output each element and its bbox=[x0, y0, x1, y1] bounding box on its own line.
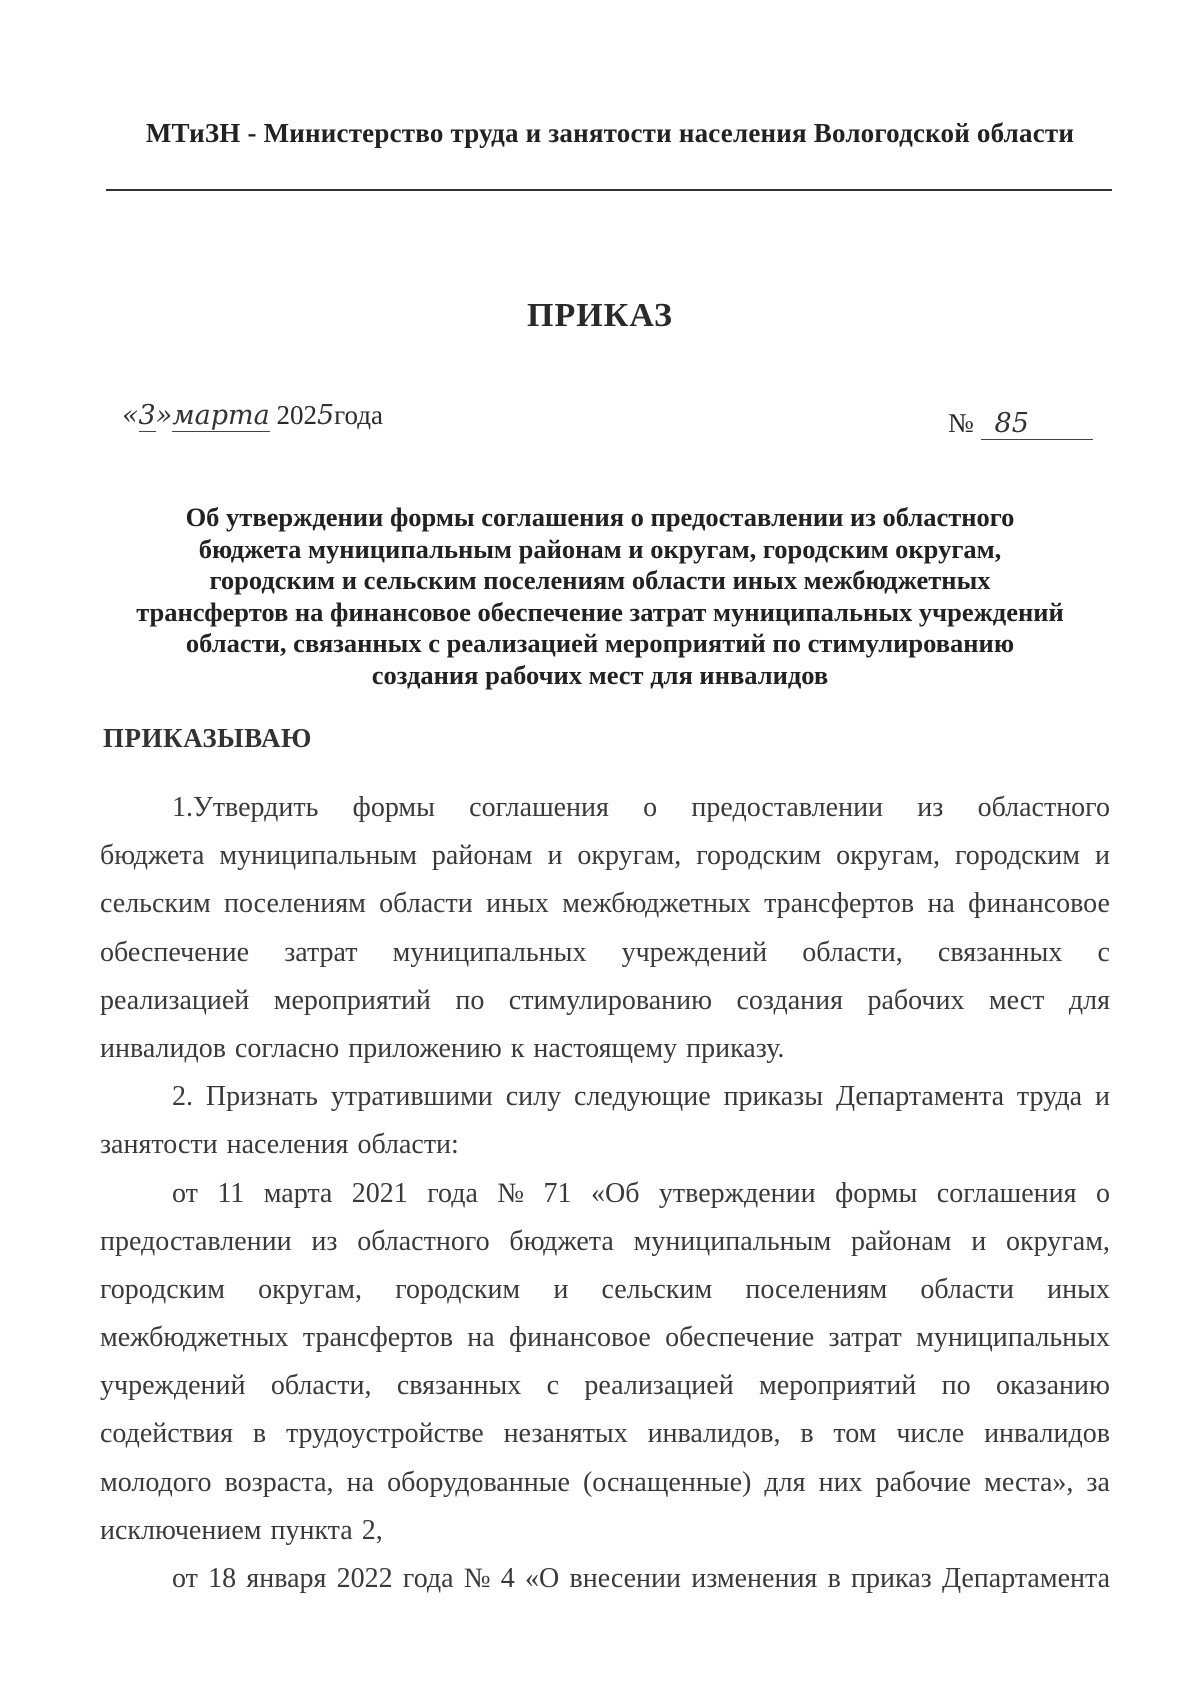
body-word: бюджета bbox=[100, 840, 205, 872]
body-word: и bbox=[1094, 840, 1110, 872]
body-word: муниципальных bbox=[916, 1322, 1110, 1354]
body-word: оказанию bbox=[995, 1370, 1110, 1402]
body-word: учреждений bbox=[100, 1370, 246, 1402]
body-word: Признать bbox=[205, 1081, 318, 1113]
body-word: и bbox=[1094, 1081, 1110, 1113]
body-word: трудоустройстве bbox=[285, 1418, 484, 1450]
body-word: от bbox=[172, 1563, 198, 1594]
title-line: области, связанных с реализацией мероприятий по стимулированию bbox=[185, 628, 1015, 659]
date-year-handwritten: 5 bbox=[316, 400, 335, 431]
body-word: 4 bbox=[500, 1563, 515, 1594]
body-word: округам, bbox=[577, 840, 682, 872]
body-word: года bbox=[402, 1563, 454, 1594]
body-word: предоставлении bbox=[100, 1225, 292, 1257]
body-word: Департамента bbox=[835, 1081, 1004, 1113]
body-word: и bbox=[547, 840, 563, 872]
body-line bbox=[100, 784, 1110, 832]
body-word: от bbox=[172, 1177, 198, 1209]
body-word: приложению bbox=[348, 1032, 502, 1064]
body-line bbox=[100, 1362, 1110, 1410]
body-word: мероприятий bbox=[273, 984, 431, 1016]
title-line: Об утверждении формы соглашения о предоставлении из областного bbox=[185, 502, 1015, 532]
date-suffix: года bbox=[334, 400, 384, 430]
body-word: поселениям bbox=[745, 1273, 888, 1305]
body-word: числе bbox=[896, 1418, 965, 1450]
body-line bbox=[100, 832, 1110, 880]
body-word: настоящему bbox=[533, 1032, 678, 1064]
body-word: приказы bbox=[723, 1081, 824, 1113]
body-line bbox=[100, 1410, 1110, 1458]
body-word: 2022 bbox=[336, 1563, 393, 1594]
document-title bbox=[100, 502, 1100, 692]
body-word: приказ bbox=[851, 1563, 932, 1594]
body-word: о bbox=[643, 792, 658, 823]
body-word: «Об bbox=[590, 1177, 640, 1209]
date-close-quote: » bbox=[155, 400, 173, 431]
number-value: 85 bbox=[981, 408, 1093, 440]
body-word: оборудованные bbox=[387, 1466, 570, 1498]
document-body bbox=[100, 784, 1110, 1603]
body-word: внесении bbox=[569, 1563, 681, 1594]
body-word: округам, bbox=[258, 1273, 363, 1305]
title-line: бюджета муниципальным районам и округам, городским округам, bbox=[198, 533, 1002, 564]
body-word: для bbox=[764, 1466, 806, 1498]
body-word: муниципальным bbox=[219, 840, 417, 872]
body-word: о bbox=[1095, 1177, 1110, 1209]
date-year-printed: 202 bbox=[276, 400, 317, 430]
body-word: на bbox=[927, 888, 955, 920]
body-word: районам bbox=[850, 1225, 952, 1257]
body-word: сельским bbox=[601, 1273, 713, 1305]
body-word: городским bbox=[955, 840, 1080, 872]
body-word: обеспечение bbox=[100, 936, 250, 968]
body-word: рабочих bbox=[867, 984, 965, 1016]
order-directive: ПРИКАЗЫВАЮ bbox=[103, 723, 312, 753]
body-word: областного bbox=[357, 1225, 490, 1257]
body-word: городским bbox=[696, 840, 822, 872]
title-line: создания рабочих мест для инвалидов bbox=[371, 659, 829, 690]
body-word: трансфертов bbox=[302, 1322, 453, 1354]
body-word: городским bbox=[395, 1273, 521, 1305]
body-word: 71 bbox=[543, 1177, 572, 1209]
body-word: формы bbox=[835, 1177, 918, 1209]
document-number bbox=[948, 408, 1093, 440]
body-word: иных bbox=[1047, 1273, 1110, 1305]
body-word: учреждений bbox=[621, 936, 768, 968]
body-word: инвалидов bbox=[984, 1418, 1110, 1450]
body-word: (оснащенные) bbox=[582, 1466, 752, 1498]
header-divider bbox=[106, 189, 1112, 191]
body-word: городским bbox=[100, 1273, 225, 1305]
body-word: № bbox=[497, 1177, 525, 1209]
body-line bbox=[100, 1555, 1110, 1603]
body-word: приказу. bbox=[686, 1032, 785, 1064]
body-word: связанных bbox=[396, 1370, 522, 1402]
body-word: межбюджетных bbox=[100, 1322, 289, 1354]
body-word: области bbox=[920, 1273, 1014, 1305]
document-type: ПРИКАЗ bbox=[527, 297, 673, 334]
body-word: марта bbox=[263, 1177, 333, 1209]
body-word: создания bbox=[736, 984, 843, 1016]
body-word: рабочие bbox=[875, 1466, 972, 1498]
body-word: 1.Утвердить bbox=[172, 792, 319, 823]
body-word: Департамента bbox=[941, 1563, 1110, 1594]
number-sign: № bbox=[948, 408, 974, 438]
body-word: формы bbox=[352, 792, 435, 823]
body-word: соглашения bbox=[469, 792, 609, 823]
body-word: содействия bbox=[100, 1418, 234, 1450]
body-word: финансовое bbox=[509, 1322, 651, 1354]
body-word: 2, bbox=[361, 1514, 383, 1546]
body-word: пункта bbox=[270, 1514, 353, 1546]
body-word: мест bbox=[988, 984, 1045, 1016]
date-month: марта bbox=[172, 400, 270, 431]
body-word: «О bbox=[525, 1563, 560, 1594]
body-word: округам, bbox=[836, 840, 941, 872]
body-word: в bbox=[800, 1418, 814, 1450]
body-line bbox=[100, 880, 1110, 928]
body-word: по bbox=[455, 984, 485, 1016]
body-word: в bbox=[827, 1563, 841, 1594]
body-word: силу bbox=[505, 1081, 562, 1113]
body-word: на bbox=[467, 1322, 495, 1354]
body-word: по bbox=[941, 1370, 971, 1402]
body-word: на bbox=[346, 1466, 375, 1498]
body-word: молодого bbox=[100, 1466, 212, 1498]
body-line bbox=[100, 977, 1110, 1025]
body-word: следующие bbox=[574, 1081, 711, 1113]
body-word: 2. bbox=[172, 1081, 193, 1113]
body-word: населения bbox=[226, 1129, 349, 1161]
ministry-header: МТиЗН - Министерство труда и занятости населения Вологодской области bbox=[145, 118, 1075, 148]
body-word: 18 bbox=[208, 1563, 237, 1594]
body-word: бюджета bbox=[509, 1225, 614, 1257]
body-word: связанных bbox=[937, 936, 1063, 968]
body-word: занятости bbox=[100, 1129, 218, 1161]
body-word: для bbox=[1068, 984, 1110, 1016]
body-word: возраста, bbox=[224, 1466, 334, 1498]
body-word: предоставлении bbox=[691, 792, 884, 823]
body-word: утверждении bbox=[658, 1177, 816, 1209]
body-word: незанятых bbox=[503, 1418, 628, 1450]
body-word: муниципальным bbox=[633, 1225, 832, 1257]
body-word: в bbox=[252, 1418, 267, 1450]
body-word: реализацией bbox=[100, 984, 250, 1016]
date-day: 3 bbox=[138, 400, 156, 431]
body-word: с bbox=[546, 1370, 560, 1402]
body-word: 11 bbox=[217, 1177, 245, 1209]
body-word: и bbox=[553, 1273, 569, 1305]
body-line bbox=[100, 1073, 1110, 1121]
body-word: из bbox=[917, 792, 944, 823]
body-word: муниципальных bbox=[392, 936, 587, 968]
body-word: затрат bbox=[284, 936, 358, 968]
body-word: межбюджетных bbox=[562, 888, 751, 920]
body-word: места», bbox=[984, 1466, 1074, 1498]
document-date bbox=[122, 400, 383, 431]
body-word: с bbox=[1097, 936, 1110, 968]
body-word: финансовое bbox=[968, 888, 1110, 920]
body-line bbox=[100, 929, 1110, 977]
body-word: области: bbox=[357, 1129, 459, 1161]
body-word: соглашения bbox=[936, 1177, 1077, 1209]
body-word: утратившими bbox=[330, 1081, 493, 1113]
body-word: реализацией bbox=[584, 1370, 734, 1402]
body-word: областного bbox=[977, 792, 1110, 823]
date-open-quote: « bbox=[122, 400, 139, 431]
body-line bbox=[100, 1314, 1110, 1362]
body-word: том bbox=[833, 1418, 877, 1450]
body-word: за bbox=[1086, 1466, 1110, 1498]
body-word: области, bbox=[802, 936, 903, 968]
body-word: иных bbox=[486, 888, 549, 920]
body-word: инвалидов bbox=[100, 1032, 226, 1064]
body-word: затрат bbox=[828, 1322, 902, 1354]
body-word: исключением bbox=[100, 1514, 262, 1546]
body-word: и bbox=[971, 1225, 987, 1257]
body-word: № bbox=[463, 1563, 491, 1594]
body-word: изменения bbox=[691, 1563, 818, 1594]
body-word: них bbox=[818, 1466, 863, 1498]
body-line bbox=[100, 1170, 1110, 1218]
body-word: районам bbox=[431, 840, 533, 872]
body-word: поселениям bbox=[224, 888, 366, 920]
body-line bbox=[100, 1121, 1110, 1169]
body-line bbox=[100, 1507, 1110, 1555]
body-word: 2021 bbox=[351, 1177, 408, 1209]
body-word: января bbox=[246, 1563, 327, 1594]
body-word: согласно bbox=[234, 1032, 340, 1064]
body-line bbox=[100, 1025, 1110, 1073]
body-word: области, bbox=[270, 1370, 372, 1402]
body-word: сельским bbox=[100, 888, 211, 920]
body-word: стимулированию bbox=[508, 984, 713, 1016]
title-line: городским и сельским поселениям области иных межбюджетных bbox=[209, 565, 991, 596]
body-word: трансфертов bbox=[764, 888, 915, 920]
body-word: мероприятий bbox=[759, 1370, 917, 1402]
body-line bbox=[100, 1218, 1110, 1266]
body-line bbox=[100, 1459, 1110, 1507]
body-word: из bbox=[311, 1225, 338, 1257]
title-line: трансфертов на финансовое обеспечение затрат муниципальных учреждений bbox=[136, 596, 1064, 627]
body-word: труда bbox=[1016, 1081, 1083, 1113]
body-word: к bbox=[510, 1032, 525, 1064]
body-word: округам, bbox=[1006, 1225, 1110, 1257]
body-word: года bbox=[427, 1177, 478, 1209]
body-word: области bbox=[379, 888, 473, 920]
body-line bbox=[100, 1266, 1110, 1314]
body-word: инвалидов, bbox=[647, 1418, 781, 1450]
body-word: обеспечение bbox=[665, 1322, 815, 1354]
